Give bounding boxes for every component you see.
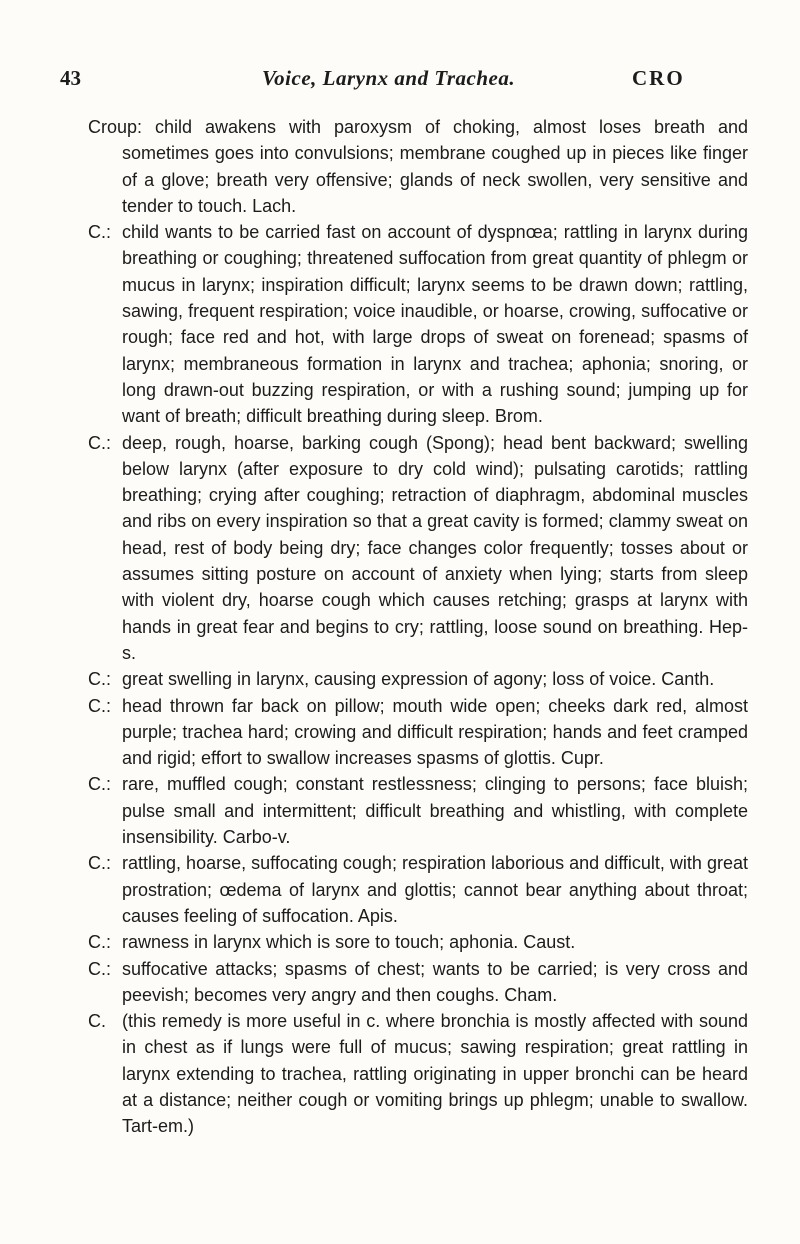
entry-label: C.: [88, 669, 112, 690]
entry-label: C.: [88, 932, 112, 953]
entry-chamomilla [88, 956, 748, 1009]
entry-label: C.: [88, 695, 112, 716]
entry-label: C.: [88, 222, 112, 243]
entry-causticum [88, 929, 748, 955]
entry-text: suffocative attacks; spasms of chest; wants to be carried; is very cross and peevish; becomes very angry and then coughs. Cham. [122, 958, 748, 1005]
entry-label: C.: [88, 774, 112, 795]
page-number: 43 [60, 66, 81, 90]
entry-text: deep, rough, hoarse, barking cough (Spong); head bent backward; swelling below larynx (after exposure to dry cold wind); pulsating carotids; rattling breathing; crying after coughing; retraction of diaphragm, abdominal muscles and ribs on every inspiration so that a great cavity is formed; clammy sweat on head, rest of body being dry; face changes color frequently; tosses about or assumes sitting posture on account of anxiety when lying; starts from sleep with violent dry, hoarse cough which causes retching; grasps at larynx with hands in great fear and begins to cry; rattling, loose sound on breathing. Hep-s. [122, 432, 748, 663]
entry-text: (this remedy is more useful in c. where bronchia is mostly affected with sound in chest as if lungs were full of mucus; sawing respiration; great rattling in larynx extending to trachea, rattling originating in upper bronchi can be heard at a distance; neither cough or vomiting brings up phlegm; unable to swallow. Tart-em.) [122, 1011, 748, 1137]
entry-text: child awakens with paroxysm of choking, almost loses breath and sometimes goes into convulsions; membrane coughed up in pieces like finger of a glove; breath very offensive; glands of neck swollen, very sensitive and tender to touch. Lach. [122, 117, 748, 216]
entry-apis [88, 850, 748, 929]
entry-label: Croup: [88, 117, 143, 137]
page-body [88, 114, 748, 1140]
entry-hepar-sulph [88, 430, 748, 667]
entry-label: C.: [88, 853, 112, 874]
entry-label: C. [88, 1011, 106, 1032]
running-title: Voice, Larynx and Trachea. [262, 66, 516, 90]
entry-text: rare, muffled cough; constant restlessness; clinging to persons; face bluish; pulse small and intermittent; difficult breathing and whistling, with complete insensibility. Carbo-v. [122, 774, 748, 848]
entry-carbo-veg [88, 771, 748, 850]
section-abbreviation: CRO [632, 66, 685, 90]
entry-label: C.: [88, 958, 112, 979]
entry-text: great swelling in larynx, causing expression of agony; loss of voice. Canth. [122, 669, 715, 690]
entry-cantharis [88, 666, 748, 692]
entry-label: C.: [88, 432, 112, 453]
entry-croup [88, 114, 748, 219]
entry-text: head thrown far back on pillow; mouth wide open; cheeks dark red, almost purple; trachea hard; crowing and difficult respiration; hands and feet cramped and rigid; effort to swallow increases spasms of glottis. Cupr. [122, 695, 748, 769]
entry-bromium [88, 219, 748, 429]
entry-text: rawness in larynx which is sore to touch; aphonia. Caust. [122, 932, 576, 953]
running-head [0, 66, 800, 96]
entry-text: rattling, hoarse, suffocating cough; respiration laborious and difficult, with great prostration; œdema of larynx and glottis; cannot bear anything about throat; causes feeling of suffocation. Apis. [122, 853, 748, 926]
entry-cuprum [88, 693, 748, 772]
entry-tartar-emetic [88, 1008, 748, 1139]
entry-text: child wants to be carried fast on account of dyspnœa; rattling in larynx during breathing or coughing; threatened suffocation from great quantity of phlegm or mucus in larynx; inspiration difficult; larynx seems to be drawn down; rattling, sawing, frequent respiration; voice inaudible, or hoarse, crowing, suffocative or rough; face red and hot, with large drops of sweat on forenead; spasms of larynx; membraneous formation in larynx and trachea; aphonia; snoring, or long drawn-out buzzing respiration, or with a rushing sound; jumping up for want of breath; difficult breathing during sleep. Brom. [122, 222, 748, 427]
